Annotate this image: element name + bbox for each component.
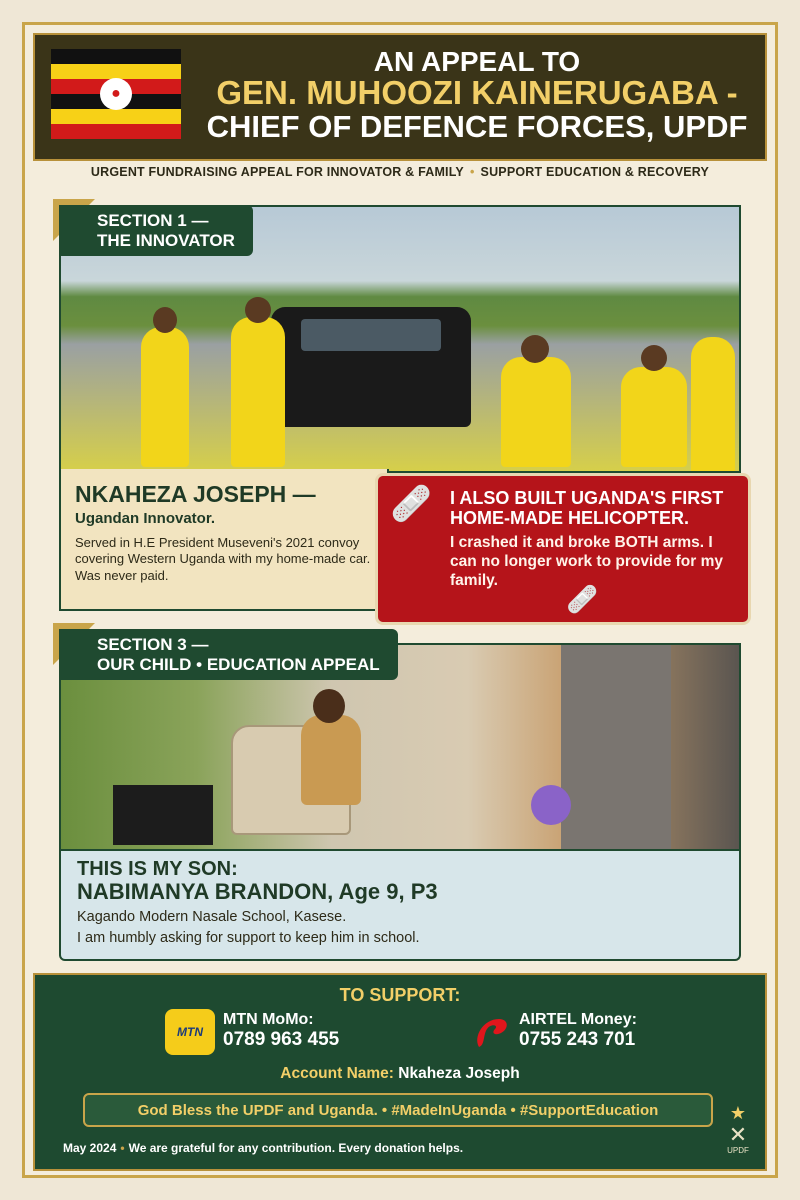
uganda-flag-icon xyxy=(51,49,181,139)
section-3-tab xyxy=(59,629,398,680)
account-value: Nkaheza Joseph xyxy=(398,1065,520,1082)
helicopter-callout xyxy=(375,473,751,625)
footer-date: May 2024 xyxy=(63,1141,117,1155)
son-school: Kagando Modern Nasale School, Kasese. xyxy=(77,909,347,926)
innovator-name: NKAHEZA JOSEPH — xyxy=(75,481,316,507)
title-line-3: CHIEF OF DEFENCE FORCES, UPDF xyxy=(206,109,748,145)
footer-note xyxy=(63,1141,463,1155)
title-line-1: AN APPEAL TO xyxy=(373,46,581,77)
bullet-icon: • xyxy=(469,165,475,179)
header-banner xyxy=(33,33,767,161)
section-1-tab-line-2: THE INNOVATOR xyxy=(97,230,235,250)
mtn-number[interactable]: 0789 963 455 xyxy=(223,1029,340,1050)
son-appeal: I am humbly asking for support to keep him in school. xyxy=(77,929,420,946)
subheading-part-2: SUPPORT EDUCATION & RECOVERY xyxy=(480,165,710,179)
son-heading-1: THIS IS MY SON: xyxy=(77,858,238,880)
subheading xyxy=(25,165,775,179)
bandage-icon: 🩹 xyxy=(566,584,599,614)
mtn-payment xyxy=(223,1011,339,1051)
account-key: Account Name: xyxy=(280,1065,394,1082)
callout-heading: I ALSO BUILT UGANDA'S FIRST HOME-MADE HELICOPTER. xyxy=(450,488,724,529)
support-footer xyxy=(33,973,767,1171)
airtel-logo-icon xyxy=(469,1011,513,1055)
airtel-number[interactable]: 0755 243 701 xyxy=(519,1029,636,1050)
support-title: TO SUPPORT: xyxy=(339,985,461,1005)
crossed-rifles-icon: ✕ xyxy=(728,1122,748,1147)
account-name xyxy=(35,1065,765,1083)
subheading-part-1: URGENT FUNDRAISING APPEAL FOR INNOVATOR & FAMILY xyxy=(90,165,464,179)
innovator-role: Ugandan Innovator. xyxy=(75,510,216,527)
mtn-logo-icon xyxy=(165,1009,215,1055)
star-icon: ★ xyxy=(729,1103,747,1123)
crane-emblem-icon: ● xyxy=(100,78,132,110)
callout-body: I crashed it and broke BOTH arms. I can no longer work to provide for my family. xyxy=(450,534,724,590)
bandage-icon: 🩹 xyxy=(390,485,433,523)
appeal-poster xyxy=(22,22,778,1178)
title-line-2: GEN. MUHOOZI KAINERUGABA - xyxy=(216,74,738,112)
section-1-tab-line-1: SECTION 1 — xyxy=(97,211,209,230)
section-3-tab-line-2: OUR CHILD • EDUCATION APPEAL xyxy=(97,654,380,674)
convoy-car xyxy=(271,307,471,427)
son-heading-2: NABIMANYA BRANDON, Age 9, P3 xyxy=(77,879,438,904)
updf-label: UPDF xyxy=(727,1146,749,1155)
airtel-payment xyxy=(519,1011,637,1051)
innovator-description: Served in H.E President Museveni's 2021 convoy covering Western Uganda with my home-made car. Was never paid. xyxy=(75,535,371,583)
innovator-info xyxy=(59,469,389,611)
bullet-icon: • xyxy=(120,1141,125,1155)
airtel-label: AIRTEL Money: xyxy=(519,1011,637,1028)
son-info xyxy=(59,851,741,961)
boy-figure xyxy=(301,715,361,805)
mtn-logo-text: MTN xyxy=(177,1025,203,1039)
section-3-tab-line-1: SECTION 3 — xyxy=(97,635,209,654)
section-1-tab xyxy=(59,205,253,256)
updf-emblem-icon xyxy=(715,1103,761,1163)
flower-decoration xyxy=(531,785,571,825)
mtn-label: MTN MoMo: xyxy=(223,1011,314,1028)
footer-thanks: We are grateful for any contribution. Every donation helps. xyxy=(128,1141,464,1155)
page-title xyxy=(185,47,769,144)
metal-door xyxy=(561,645,671,851)
black-box xyxy=(113,785,213,845)
blessing-banner: God Bless the UPDF and Uganda. • #MadeInUganda • #SupportEducation xyxy=(83,1093,713,1127)
